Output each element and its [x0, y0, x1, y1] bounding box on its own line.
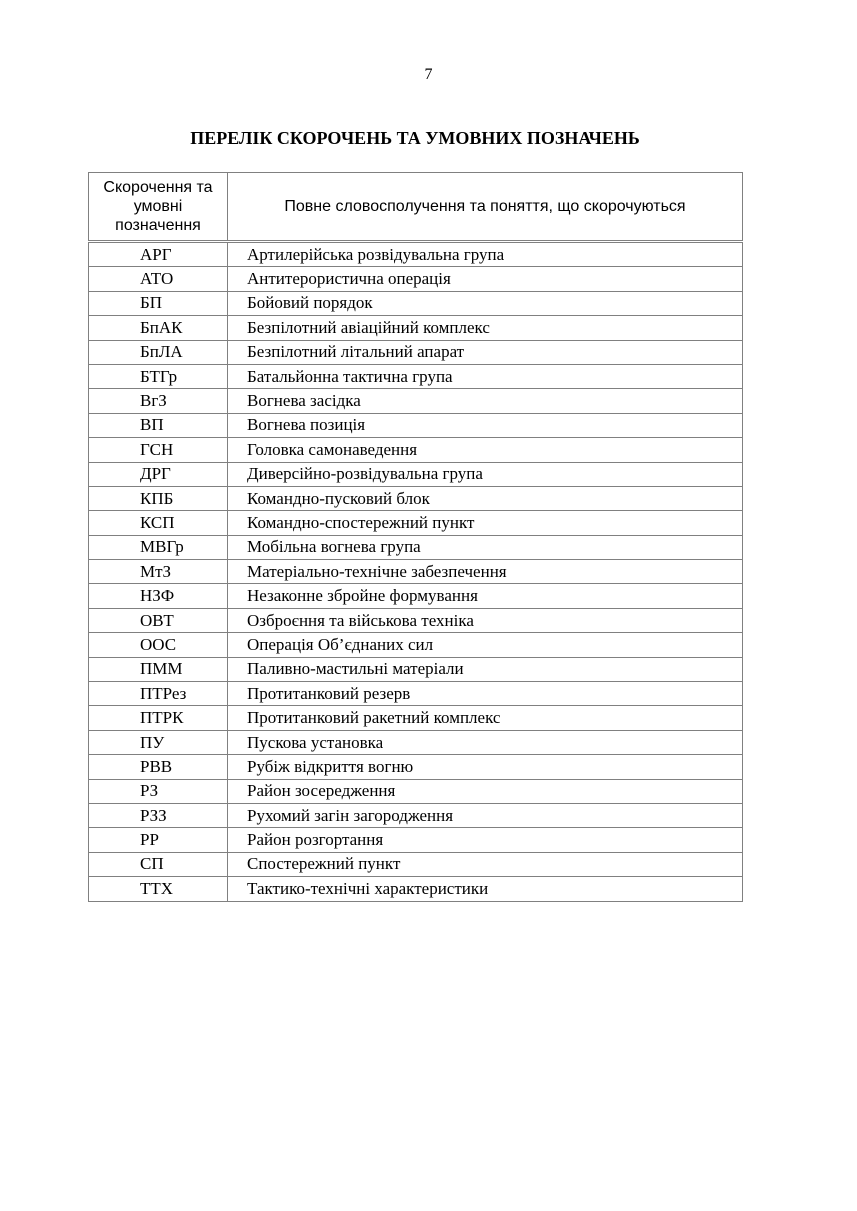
full-term-cell: Протитанковий резерв — [228, 682, 743, 706]
full-term-cell: Тактико-технічні характеристики — [228, 877, 743, 901]
abbreviation-cell: ВгЗ — [89, 389, 228, 413]
abbreviation-cell: АТО — [89, 267, 228, 291]
full-term-cell: Район зосередження — [228, 779, 743, 803]
table-row — [89, 852, 743, 876]
header-full-term: Повне словосполучення та поняття, що скорочуються — [228, 173, 743, 242]
abbreviation-cell: РЗЗ — [89, 803, 228, 827]
table-row — [89, 413, 743, 437]
full-term-cell: Антитерористична операція — [228, 267, 743, 291]
full-term-cell: Батальйонна тактична група — [228, 364, 743, 388]
abbreviation-cell: ВП — [89, 413, 228, 437]
table-row — [89, 633, 743, 657]
abbreviation-cell: ГСН — [89, 438, 228, 462]
table-row — [89, 877, 743, 901]
table-row — [89, 389, 743, 413]
abbreviation-cell: БпЛА — [89, 340, 228, 364]
abbreviation-cell: БпАК — [89, 316, 228, 340]
table-row — [89, 608, 743, 632]
abbreviation-cell: РВВ — [89, 755, 228, 779]
table-body — [89, 242, 743, 902]
full-term-cell: Безпілотний літальний апарат — [228, 340, 743, 364]
abbreviation-cell: ПТРез — [89, 682, 228, 706]
full-term-cell: Диверсійно-розвідувальна група — [228, 462, 743, 486]
full-term-cell: Операція Об’єднаних сил — [228, 633, 743, 657]
full-term-cell: Бойовий порядок — [228, 291, 743, 315]
abbreviation-cell: БП — [89, 291, 228, 315]
full-term-cell: Паливно-мастильні матеріали — [228, 657, 743, 681]
abbreviation-cell: МтЗ — [89, 560, 228, 584]
abbreviation-cell: ПУ — [89, 730, 228, 754]
full-term-cell: Безпілотний авіаційний комплекс — [228, 316, 743, 340]
table-row — [89, 438, 743, 462]
full-term-cell: Рухомий загін загородження — [228, 803, 743, 827]
table-row — [89, 291, 743, 315]
full-term-cell: Спостережний пункт — [228, 852, 743, 876]
abbreviation-cell: ПТРК — [89, 706, 228, 730]
full-term-cell: Матеріально-технічне забезпечення — [228, 560, 743, 584]
abbreviation-cell: БТГр — [89, 364, 228, 388]
table-row — [89, 511, 743, 535]
table-header-row — [89, 173, 743, 242]
full-term-cell: Мобільна вогнева група — [228, 535, 743, 559]
abbreviation-cell: ДРГ — [89, 462, 228, 486]
table-row — [89, 682, 743, 706]
abbreviation-cell: АРГ — [89, 242, 228, 267]
full-term-cell: Протитанковий ракетний комплекс — [228, 706, 743, 730]
abbreviation-cell: НЗФ — [89, 584, 228, 608]
full-term-cell: Головка самонаведення — [228, 438, 743, 462]
abbreviation-cell: СП — [89, 852, 228, 876]
abbreviation-cell: КПБ — [89, 486, 228, 510]
abbreviation-cell: ОВТ — [89, 608, 228, 632]
abbreviation-cell: РЗ — [89, 779, 228, 803]
abbreviation-cell: ПММ — [89, 657, 228, 681]
full-term-cell: Пускова установка — [228, 730, 743, 754]
abbreviation-cell: РР — [89, 828, 228, 852]
table-row — [89, 779, 743, 803]
table-row — [89, 340, 743, 364]
abbreviations-table — [88, 172, 743, 902]
table-row — [89, 364, 743, 388]
header-abbreviation: Скорочення та умовні позначення — [89, 173, 228, 242]
abbreviation-cell: ТТХ — [89, 877, 228, 901]
page-number: 7 — [424, 66, 433, 83]
abbreviation-cell: ООС — [89, 633, 228, 657]
table-row — [89, 267, 743, 291]
abbreviation-cell: МВГр — [89, 535, 228, 559]
table-row — [89, 803, 743, 827]
full-term-cell: Район розгортання — [228, 828, 743, 852]
full-term-cell: Вогнева позиція — [228, 413, 743, 437]
table-row — [89, 316, 743, 340]
full-term-cell: Незаконне збройне формування — [228, 584, 743, 608]
table-row — [89, 730, 743, 754]
full-term-cell: Командно-спостережний пункт — [228, 511, 743, 535]
table-row — [89, 584, 743, 608]
table-row — [89, 828, 743, 852]
table-row — [89, 462, 743, 486]
full-term-cell: Вогнева засідка — [228, 389, 743, 413]
table-row — [89, 535, 743, 559]
full-term-cell: Артилерійська розвідувальна група — [228, 242, 743, 267]
page-title: ПЕРЕЛІК СКОРОЧЕНЬ ТА УМОВНИХ ПОЗНАЧЕНЬ — [190, 128, 640, 148]
table-row — [89, 486, 743, 510]
full-term-cell: Рубіж відкриття вогню — [228, 755, 743, 779]
abbreviation-cell: КСП — [89, 511, 228, 535]
table-row — [89, 657, 743, 681]
table-row — [89, 242, 743, 267]
table-row — [89, 560, 743, 584]
full-term-cell: Командно-пусковий блок — [228, 486, 743, 510]
full-term-cell: Озброєння та військова техніка — [228, 608, 743, 632]
table-row — [89, 755, 743, 779]
table-row — [89, 706, 743, 730]
